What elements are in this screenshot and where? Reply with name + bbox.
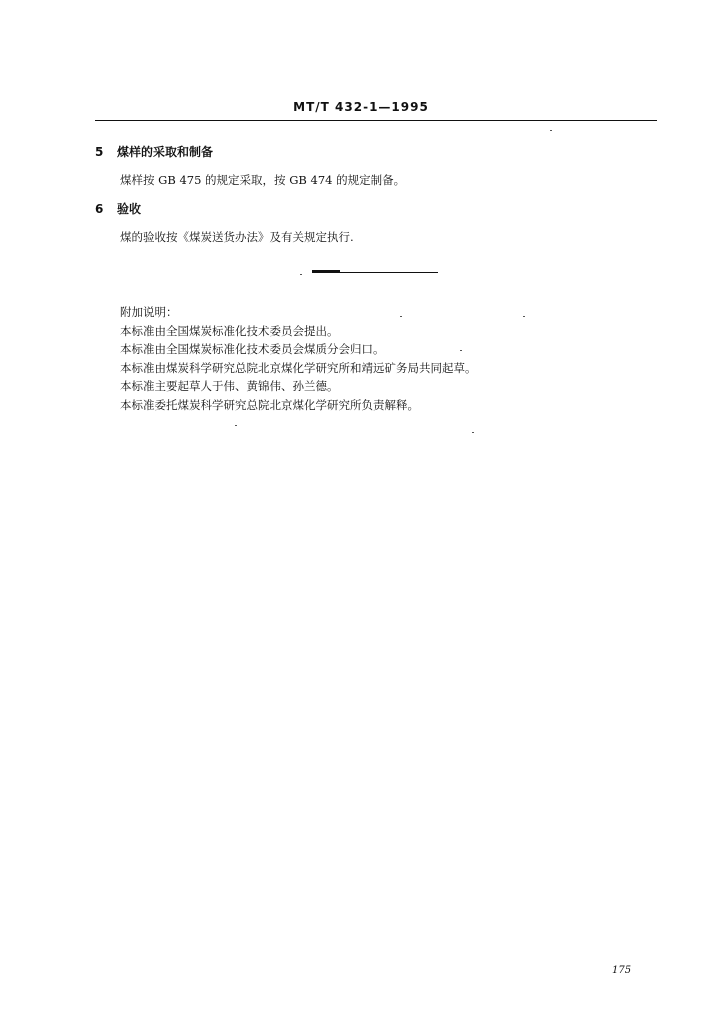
page-number: 175 [612,965,632,976]
scan-speck [300,274,302,275]
section-6-heading [95,200,141,217]
scan-speck [523,316,525,317]
section-6-number: 6 [95,202,104,216]
section-5-number: 5 [95,145,104,159]
standard-code-header: MT/T 432-1—1995 [293,100,429,114]
section-5-body: 煤样按 GB 475 的规定采取，按 GB 474 的规定制备。 [120,173,406,187]
notes-line: 本标准由全国煤炭标准化技术委员会煤质分会归口。 [120,342,385,356]
notes-title: 附加说明： [120,305,178,319]
section-6-title: 验收 [117,202,142,216]
notes-line: 本标准由全国煤炭标准化技术委员会提出。 [120,323,339,338]
header-rule [95,120,657,121]
scan-speck [460,350,462,351]
scan-speck [235,425,237,426]
section-5-title: 煤样的采取和制备 [117,145,214,159]
notes-line: 本标准由煤炭科学研究总院北京煤化学研究所和靖远矿务局共同起草。 [120,360,477,375]
section-6-body: 煤的验收按《煤炭送货办法》及有关规定执行. [120,230,354,244]
section-5-heading [95,143,213,160]
additional-notes [120,303,477,414]
scan-speck [550,130,552,131]
notes-line: 本标准委托煤炭科学研究总院北京煤化学研究所负责解释。 [120,397,419,412]
end-of-text-rule [312,272,438,273]
scan-speck [472,432,474,433]
scan-speck [400,316,402,317]
notes-line: 本标准主要起草人于伟、黄锦伟、孙兰德。 [120,379,339,393]
